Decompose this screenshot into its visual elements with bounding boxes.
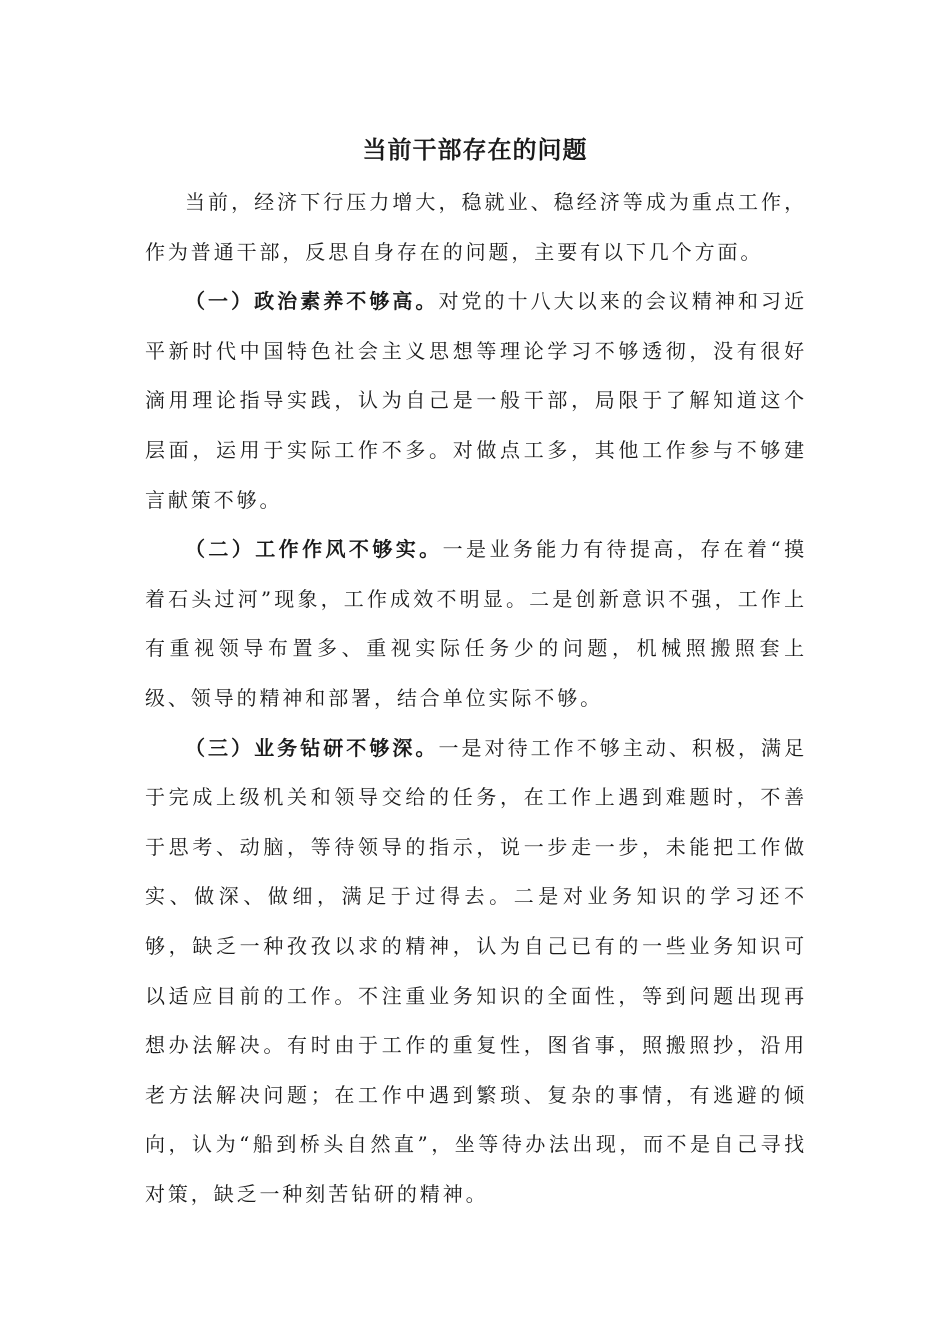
document-body	[145, 178, 807, 1219]
section-text-1: 对党的十八大以来的会议精神和习近平新时代中国特色社会主义思想等理论学习不够透彻，没有很好滴用理论指导实践，认为自己是一般干部，局限于了解知道这个层面，运用于实际工作不多。对做点工多，其他工作参与不够建言献策不够。	[145, 289, 807, 512]
section-text-2: 一是业务能力有待提高，存在着“摸着石头过河”现象，工作成效不明显。二是创新意识不强，工作上有重视领导布置多、重视实际任务少的问题，机械照搬照套上级、领导的精神和部署，结合单位实际不够。	[145, 537, 808, 710]
section-heading-3: （三）业务钻研不够深。	[185, 735, 439, 760]
section-heading-2: （二）工作作风不够实。	[185, 537, 443, 562]
section-paragraph-2	[145, 525, 807, 723]
intro-paragraph: 当前，经济下行压力增大，稳就业、稳经济等成为重点工作，作为普通干部，反思自身存在的问题，主要有以下几个方面。	[145, 190, 807, 264]
section-paragraph-1	[145, 277, 807, 525]
section-paragraph-3	[145, 724, 807, 1220]
document-title: 当前干部存在的问题	[362, 135, 588, 164]
section-heading-1: （一）政治素养不够高。	[185, 289, 439, 314]
section-text-3: 一是对待工作不够主动、积极，满足于完成上级机关和领导交给的任务，在工作上遇到难题时，不善于思考、动脑，等待领导的指示，说一步走一步，未能把工作做实、做深、做细，满足于过得去。二是对业务知识的学习还不够，缺乏一种孜孜以求的精神，认为自己已有的一些业务知识可以适应目前的工作。不注重业务知识的全面性，等到问题出现再想办法解决。有时由于工作的重复性，图省事，照搬照抄，沿用老方法解决问题；在工作中遇到繁琐、复杂的事情，有逃避的倾向，认为“船到桥头自然直”，坐等待办法出现，而不是自己寻找对策，缺乏一种刻苦钻研的精神。	[145, 735, 807, 1206]
